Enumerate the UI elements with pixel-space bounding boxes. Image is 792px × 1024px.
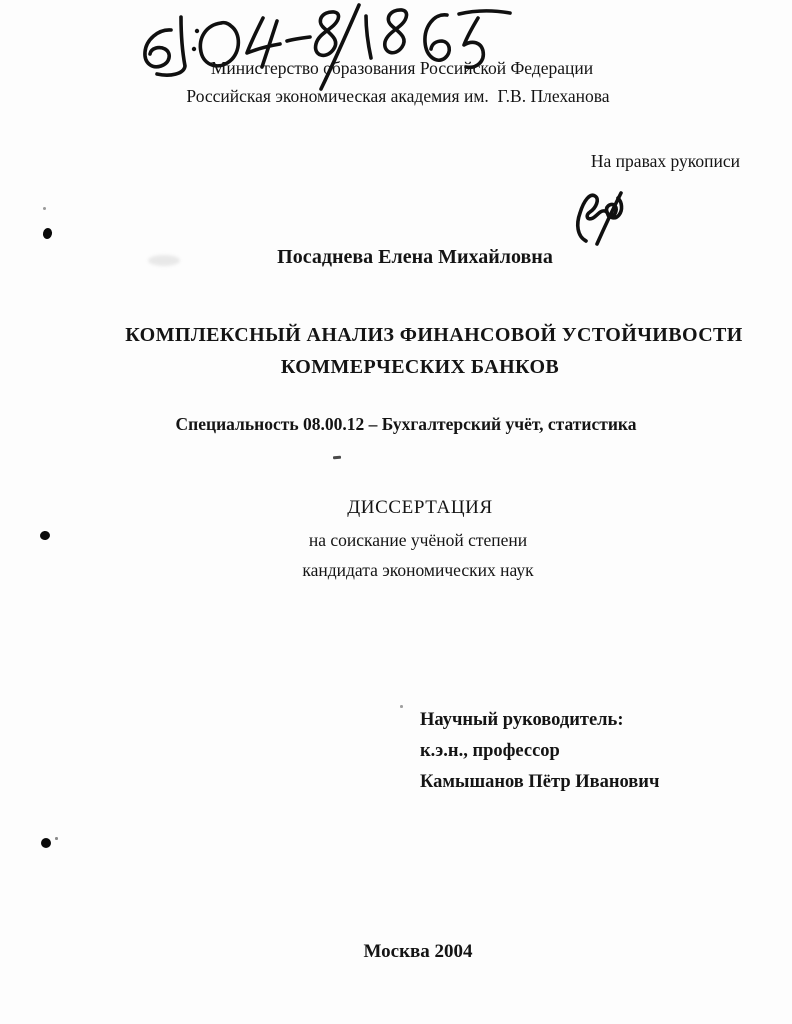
scan-smudge <box>148 255 180 266</box>
handwriting-layer <box>0 0 792 260</box>
advisor-name: Камышанов Пётр Иванович <box>420 772 660 792</box>
scan-artifact-speck <box>43 207 46 210</box>
scan-artifact-dot <box>41 838 51 848</box>
degree-name-line: кандидата экономических наук <box>302 560 534 580</box>
advisor-heading: Научный руководитель: <box>420 710 624 730</box>
thesis-title-line2: КОММЕРЧЕСКИХ БАНКОВ <box>280 356 560 378</box>
thesis-type: ДИССЕРТАЦИЯ <box>347 497 493 518</box>
manuscript-rights-note: На правах рукописи <box>590 151 740 171</box>
degree-pursuit-line: на соискание учёной степени <box>308 530 528 550</box>
scan-artifact-speck <box>400 705 403 708</box>
thesis-title-line1: КОМПЛЕКСНЫЙ АНАЛИЗ ФИНАНСОВОЙ УСТОЙЧИВОСТИ <box>125 324 743 346</box>
ministry-line: Министерство образования Российской Федерации <box>210 58 594 78</box>
author-name: Посаднева Елена Михайловна <box>277 246 553 268</box>
handwritten-signature <box>578 193 622 244</box>
scan-artifact-speck <box>55 837 58 840</box>
scan-artifact-dash <box>333 456 341 459</box>
advisor-rank: к.э.н., профессор <box>420 741 560 761</box>
academy-line: Российская экономическая академия им. Г.В. Плеханова <box>186 86 610 106</box>
specialty-line: Специальность 08.00.12 – Бухгалтерский учёт, статистика <box>175 414 637 434</box>
city-year-line: Москва 2004 <box>363 941 473 962</box>
